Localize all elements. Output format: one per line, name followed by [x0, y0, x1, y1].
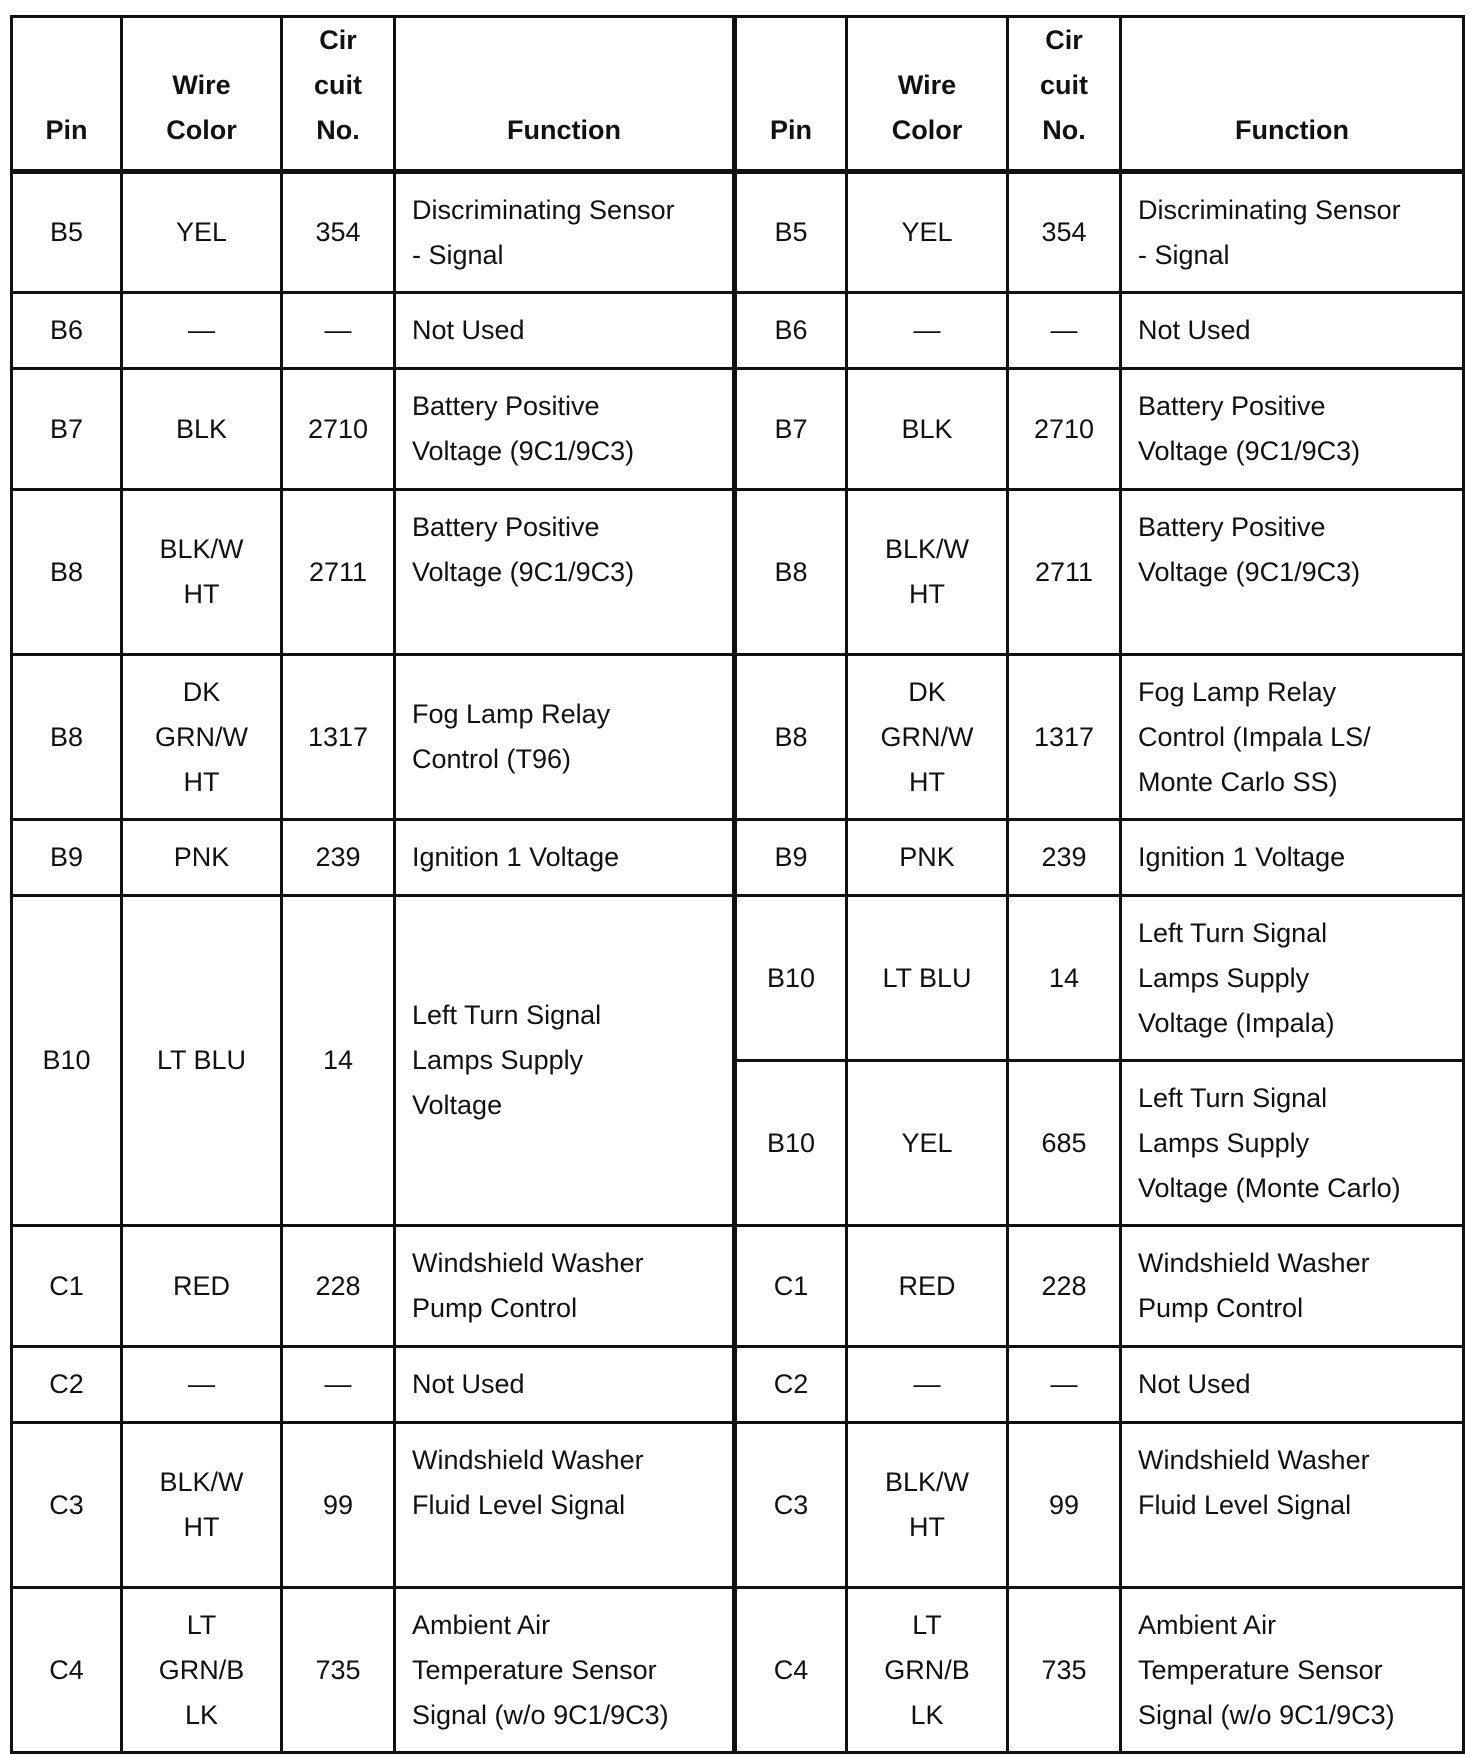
- circuit-cell: —: [1008, 1347, 1121, 1423]
- table-row: [12, 1226, 1464, 1347]
- function-cell: Windshield Washer Pump Control: [395, 1226, 735, 1347]
- function-cell: Left Turn Signal Lamps Supply Voltage (Monte Carlo): [1121, 1061, 1464, 1226]
- wire-color-cell: BLK/W HT: [122, 1423, 282, 1588]
- table-row: [12, 820, 1464, 896]
- function-cell: Battery Positive Voltage (9C1/9C3): [1121, 369, 1464, 490]
- header-circuit-no: Cir cuit No.: [1008, 17, 1121, 172]
- function-cell: Battery Positive Voltage (9C1/9C3): [395, 490, 735, 655]
- table-header-row: [12, 17, 1464, 172]
- function-cell: Windshield Washer Fluid Level Signal: [395, 1423, 735, 1588]
- circuit-cell: 239: [1008, 820, 1121, 896]
- table-row: [12, 896, 1464, 1061]
- table-row: [12, 655, 1464, 820]
- wire-color-cell: BLK: [122, 369, 282, 490]
- pin-cell: B8: [12, 655, 122, 820]
- pin-cell: B8: [12, 490, 122, 655]
- wire-color-cell: BLK/W HT: [847, 490, 1008, 655]
- function-cell: Not Used: [395, 1347, 735, 1423]
- function-cell: Windshield Washer Fluid Level Signal: [1121, 1423, 1464, 1588]
- pin-cell: B6: [12, 293, 122, 369]
- circuit-cell: 735: [282, 1588, 395, 1753]
- circuit-cell: 228: [282, 1226, 395, 1347]
- header-circuit-no: Cir cuit No.: [282, 17, 395, 172]
- header-wire-color: Wire Color: [847, 17, 1008, 172]
- table-row: [12, 490, 1464, 655]
- circuit-cell: —: [282, 1347, 395, 1423]
- function-cell: Left Turn Signal Lamps Supply Voltage: [395, 896, 735, 1226]
- function-cell: Windshield Washer Pump Control: [1121, 1226, 1464, 1347]
- function-cell: Battery Positive Voltage (9C1/9C3): [1121, 490, 1464, 655]
- pin-cell: B5: [12, 172, 122, 293]
- table-row: [12, 172, 1464, 293]
- function-cell: Not Used: [395, 293, 735, 369]
- table-row: [12, 369, 1464, 490]
- function-cell: Not Used: [1121, 293, 1464, 369]
- function-cell: Battery Positive Voltage (9C1/9C3): [395, 369, 735, 490]
- pin-cell: B6: [735, 293, 847, 369]
- function-cell: Left Turn Signal Lamps Supply Voltage (Impala): [1121, 896, 1464, 1061]
- wire-color-cell: —: [122, 1347, 282, 1423]
- table-row: [12, 1423, 1464, 1588]
- table-row: [12, 1588, 1464, 1753]
- function-cell: Ambient Air Temperature Sensor Signal (w/o 9C1/9C3): [395, 1588, 735, 1753]
- function-cell: Ignition 1 Voltage: [1121, 820, 1464, 896]
- circuit-cell: 99: [1008, 1423, 1121, 1588]
- wire-color-cell: YEL: [847, 1061, 1008, 1226]
- wire-color-cell: BLK/W HT: [847, 1423, 1008, 1588]
- function-cell: Fog Lamp Relay Control (Impala LS/ Monte Carlo SS): [1121, 655, 1464, 820]
- circuit-cell: 1317: [282, 655, 395, 820]
- circuit-cell: —: [1008, 293, 1121, 369]
- wire-color-cell: LT BLU: [122, 896, 282, 1226]
- circuit-cell: 99: [282, 1423, 395, 1588]
- circuit-cell: 354: [1008, 172, 1121, 293]
- circuit-cell: 14: [1008, 896, 1121, 1061]
- circuit-cell: 354: [282, 172, 395, 293]
- wire-color-cell: RED: [122, 1226, 282, 1347]
- function-cell: Not Used: [1121, 1347, 1464, 1423]
- header-pin: Pin: [12, 17, 122, 172]
- connector-pinout-table: [10, 15, 1465, 1754]
- function-cell: Ambient Air Temperature Sensor Signal (w/o 9C1/9C3): [1121, 1588, 1464, 1753]
- wire-color-cell: —: [847, 1347, 1008, 1423]
- header-function: Function: [1121, 17, 1464, 172]
- wire-color-cell: —: [122, 293, 282, 369]
- pin-cell: B7: [12, 369, 122, 490]
- circuit-cell: 735: [1008, 1588, 1121, 1753]
- circuit-cell: 228: [1008, 1226, 1121, 1347]
- wire-color-cell: DK GRN/W HT: [122, 655, 282, 820]
- pin-cell: C4: [735, 1588, 847, 1753]
- circuit-cell: 2711: [1008, 490, 1121, 655]
- header-pin: Pin: [735, 17, 847, 172]
- wire-color-cell: YEL: [122, 172, 282, 293]
- wire-color-cell: LT GRN/B LK: [847, 1588, 1008, 1753]
- connector-table-wrapper: [10, 15, 1465, 1754]
- pin-cell: C4: [12, 1588, 122, 1753]
- table-row: [12, 293, 1464, 369]
- function-cell: Discriminating Sensor - Signal: [395, 172, 735, 293]
- pin-cell: B5: [735, 172, 847, 293]
- header-wire-color: Wire Color: [122, 17, 282, 172]
- table-row: [12, 1347, 1464, 1423]
- circuit-cell: 2711: [282, 490, 395, 655]
- wire-color-cell: LT BLU: [847, 896, 1008, 1061]
- wire-color-cell: RED: [847, 1226, 1008, 1347]
- header-function: Function: [395, 17, 735, 172]
- pin-cell: B9: [12, 820, 122, 896]
- pin-cell: B10: [12, 896, 122, 1226]
- pin-cell: C2: [12, 1347, 122, 1423]
- pin-cell: B7: [735, 369, 847, 490]
- circuit-cell: 2710: [1008, 369, 1121, 490]
- pin-cell: B10: [735, 1061, 847, 1226]
- wire-color-cell: —: [847, 293, 1008, 369]
- pin-cell: B8: [735, 490, 847, 655]
- circuit-cell: 2710: [282, 369, 395, 490]
- wire-color-cell: PNK: [122, 820, 282, 896]
- circuit-cell: 239: [282, 820, 395, 896]
- pin-cell: B10: [735, 896, 847, 1061]
- pin-cell: B8: [735, 655, 847, 820]
- pin-cell: C1: [12, 1226, 122, 1347]
- circuit-cell: 1317: [1008, 655, 1121, 820]
- pin-cell: C1: [735, 1226, 847, 1347]
- wire-color-cell: DK GRN/W HT: [847, 655, 1008, 820]
- wire-color-cell: BLK: [847, 369, 1008, 490]
- wire-color-cell: BLK/W HT: [122, 490, 282, 655]
- function-cell: Ignition 1 Voltage: [395, 820, 735, 896]
- circuit-cell: —: [282, 293, 395, 369]
- pin-cell: B9: [735, 820, 847, 896]
- wire-color-cell: LT GRN/B LK: [122, 1588, 282, 1753]
- pin-cell: C3: [735, 1423, 847, 1588]
- pin-cell: C2: [735, 1347, 847, 1423]
- wire-color-cell: PNK: [847, 820, 1008, 896]
- circuit-cell: 685: [1008, 1061, 1121, 1226]
- function-cell: Discriminating Sensor - Signal: [1121, 172, 1464, 293]
- wire-color-cell: YEL: [847, 172, 1008, 293]
- circuit-cell: 14: [282, 896, 395, 1226]
- pin-cell: C3: [12, 1423, 122, 1588]
- function-cell: Fog Lamp Relay Control (T96): [395, 655, 735, 820]
